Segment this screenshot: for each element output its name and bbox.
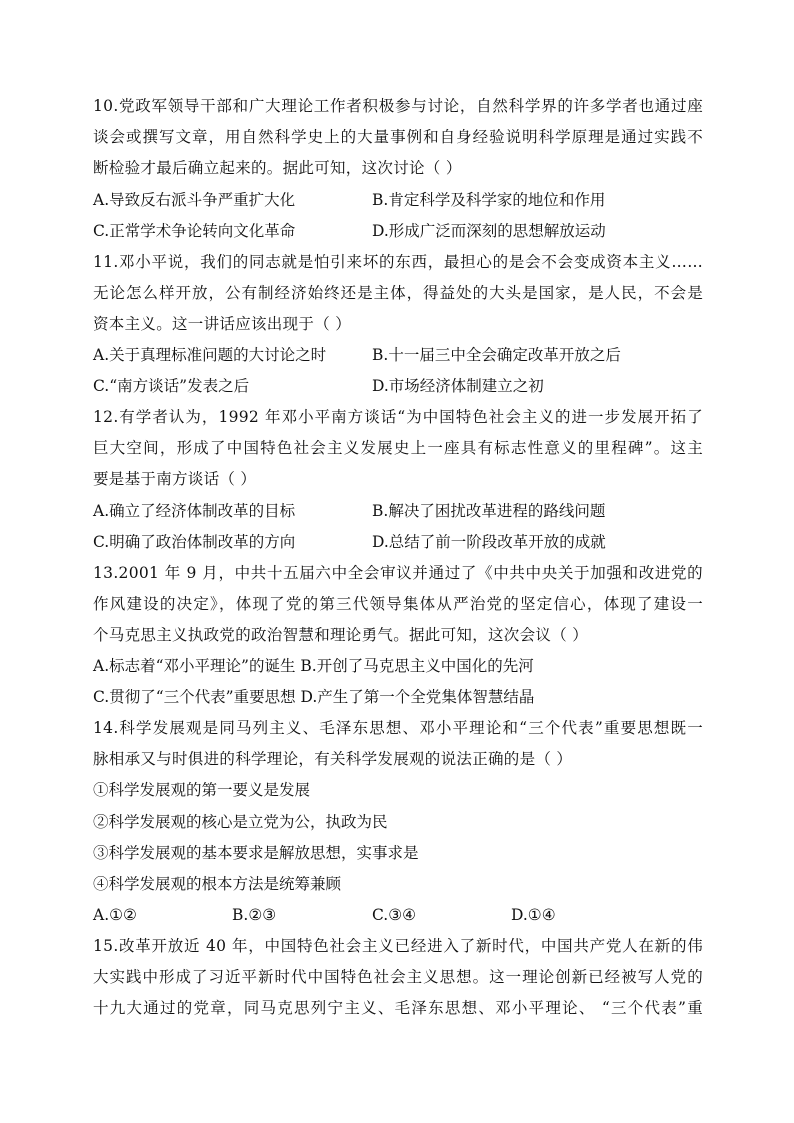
option-c: C.③④ [372,906,417,924]
option-b: B.十一届三中全会确定改革开放之后 [372,346,621,364]
question-stem-line: 个马克思主义执政党的政治智慧和理论勇气。据此可知，这次会议（ ） [93,626,589,644]
statement-2: ②科学发展观的核心是立党为公，执政为民 [93,813,388,831]
option-c: C.正常学术争论转向文化革命 [93,222,296,240]
option-d: D.市场经济体制建立之初 [372,377,544,395]
question-stem-line: 脉相承又与时俱进的科学理论，有关科学发展观的说法正确的是（ ） [93,750,573,768]
statement-4: ④科学发展观的根本方法是统筹兼顾 [93,875,342,893]
option-d: D.形成广泛而深刻的思想解放运动 [372,222,606,240]
option-b: B.肯定科学及科学家的地位和作用 [372,191,606,209]
option-c-d: C.贯彻了“三个代表”重要思想 D.产生了第一个全党集体智慧结晶 [93,688,535,706]
question-stem-line: 大实践中形成了习近平新时代中国特色社会主义思想。这一理论创新已经被写人党的 [93,968,703,986]
question-stem-line: 要是基于南方谈话（ ） [93,470,257,488]
question-stem-line: 13.2001 年 9 月，中共十五届六中全会审议并通过了《中共中央关于加强和改进党的 [93,564,703,582]
option-a: A.确立了经济体制改革的目标 [93,502,296,520]
option-a: A.导致反右派斗争严重扩大化 [93,191,296,209]
statement-3: ③科学发展观的基本要求是解放思想，实事求是 [93,844,419,862]
option-a-b: A.标志着“邓小平理论”的诞生 B.开创了马克思主义中国化的先河 [93,657,534,675]
question-stem-line: 作风建设的决定》，体现了党的第三代领导集体从严治党的坚定信心，体现了建设一 [93,595,703,613]
option-a: A.关于真理标准问题的大讨论之时 [93,346,327,364]
question-stem-line: 无论怎么样开放，公有制经济始终还是主体，得益处的大头是国家，是人民，不会是 [93,284,703,302]
question-stem-line: 14.科学发展观是同马列主义、毛泽东思想、邓小平理论和“三个代表”重要思想既一 [93,719,703,737]
statement-1: ①科学发展观的第一要义是发展 [93,781,311,799]
question-stem-line: 十九大通过的党章，同马克思列宁主义、毛泽东思想、邓小平理论、 “三个代表”重 [93,999,703,1017]
question-stem-line: 资本主义。这一讲话应该出现于（ ） [93,315,352,333]
option-b: B.解决了困扰改革进程的路线问题 [372,502,606,520]
option-a: A.①② [93,906,137,924]
question-stem-line: 巨大空间，形成了中国特色社会主义发展史上一座具有标志性意义的里程碑”。这主 [93,439,703,457]
option-c: C.明确了政治体制改革的方向 [93,533,296,551]
question-stem-line: 谈会或撰写文章，用自然科学史上的大量事例和自身经验说明科学原理是通过实践不 [93,128,703,146]
option-d: D.总结了前一阶段改革开放的成就 [372,533,606,551]
question-stem-line: 12.有学者认为，1992 年邓小平南方谈话“为中国特色社会主义的进一步发展开拓了 [93,408,703,426]
option-d: D.①④ [511,906,556,924]
question-stem-line: 10.党政军领导干部和广大理论工作者积极参与讨论，自然科学界的许多学者也通过座 [93,97,703,115]
option-b: B.②③ [232,906,277,924]
option-c: C.“南方谈话”发表之后 [93,377,250,395]
question-stem-line: 15.改革开放近 40 年，中国特色社会主义已经进入了新时代，中国共产党人在新的伟 [93,937,703,955]
question-stem-line: 断检验才最后确立起来的。据此可知，这次讨论（ ） [93,159,462,177]
question-stem-line: 11.邓小平说，我们的同志就是怕引来坏的东西，最担心的是会不会变成资本主义…… [93,253,703,271]
